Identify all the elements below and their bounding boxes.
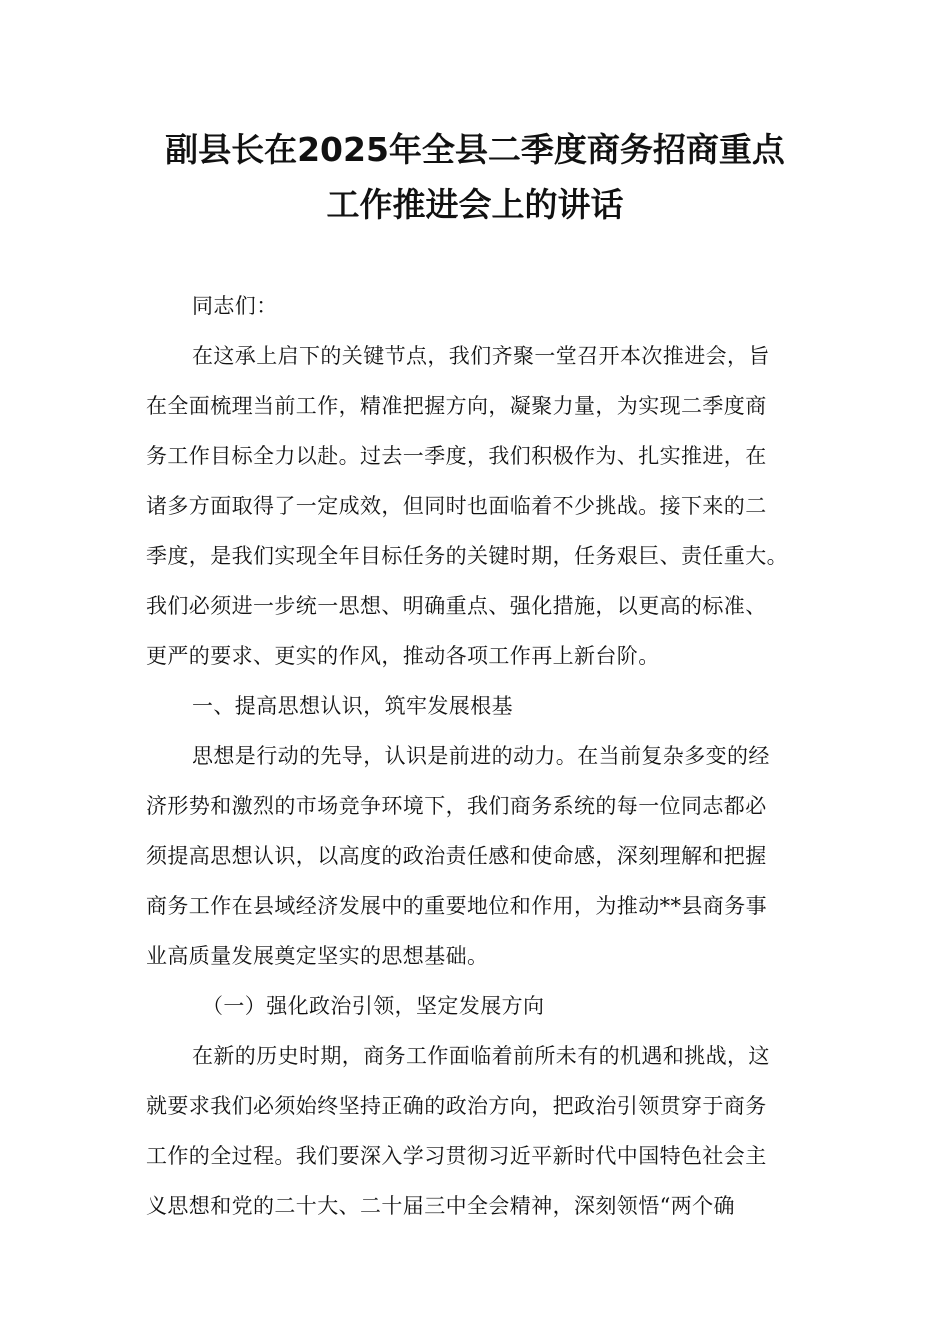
body-line: 商务工作在县域经济发展中的重要地位和作用，为推动**县商务事 [146,894,767,918]
body-line: 在新的历史时期，商务工作面临着前所未有的机遇和挑战，这 [192,1044,770,1068]
document-title-line-2: 工作推进会上的讲话 [326,185,624,224]
body-line: 我们必须进一步统一思想、明确重点、强化措施，以更高的标准、 [146,594,767,618]
body-line: 思想是行动的先导，认识是前进的动力。在当前复杂多变的经 [192,744,770,768]
body-line: 更严的要求、更实的作风，推动各项工作再上新台阶。 [146,644,660,668]
salutation: 同志们： [192,294,278,318]
section-heading-1: 一、提高思想认识，筑牢发展根基 [192,694,513,718]
document-title-line-1: 副县长在2025年全县二季度商务招商重点 [165,130,785,169]
body-line: 在全面梳理当前工作，精准把握方向，凝聚力量，为实现二季度商 [146,394,767,418]
subsection-heading-1: （一）强化政治引领，坚定发展方向 [202,994,545,1018]
body-line: 业高质量发展奠定坚实的思想基础。 [146,944,489,968]
body-line: 在这承上启下的关键节点，我们齐聚一堂召开本次推进会，旨 [192,344,770,368]
body-line: 济形势和激烈的市场竞争环境下，我们商务系统的每一位同志都必 [146,794,767,818]
body-line: 务工作目标全力以赴。过去一季度，我们积极作为、扎实推进，在 [146,444,767,468]
document-body [146,281,806,1231]
body-line: 须提高思想认识，以高度的政治责任感和使命感，深刻理解和把握 [146,844,767,868]
body-line: 就要求我们必须始终坚持正确的政治方向，把政治引领贯穿于商务 [146,1094,767,1118]
body-line: 义思想和党的二十大、二十届三中全会精神，深刻领悟“两个确 [146,1194,735,1218]
body-line: 工作的全过程。我们要深入学习贯彻习近平新时代中国特色社会主 [146,1144,767,1168]
body-line: 季度，是我们实现全年目标任务的关键时期，任务艰巨、责任重大。 [146,544,788,568]
body-line: 诸多方面取得了一定成效，但同时也面临着不少挑战。接下来的二 [146,494,767,518]
